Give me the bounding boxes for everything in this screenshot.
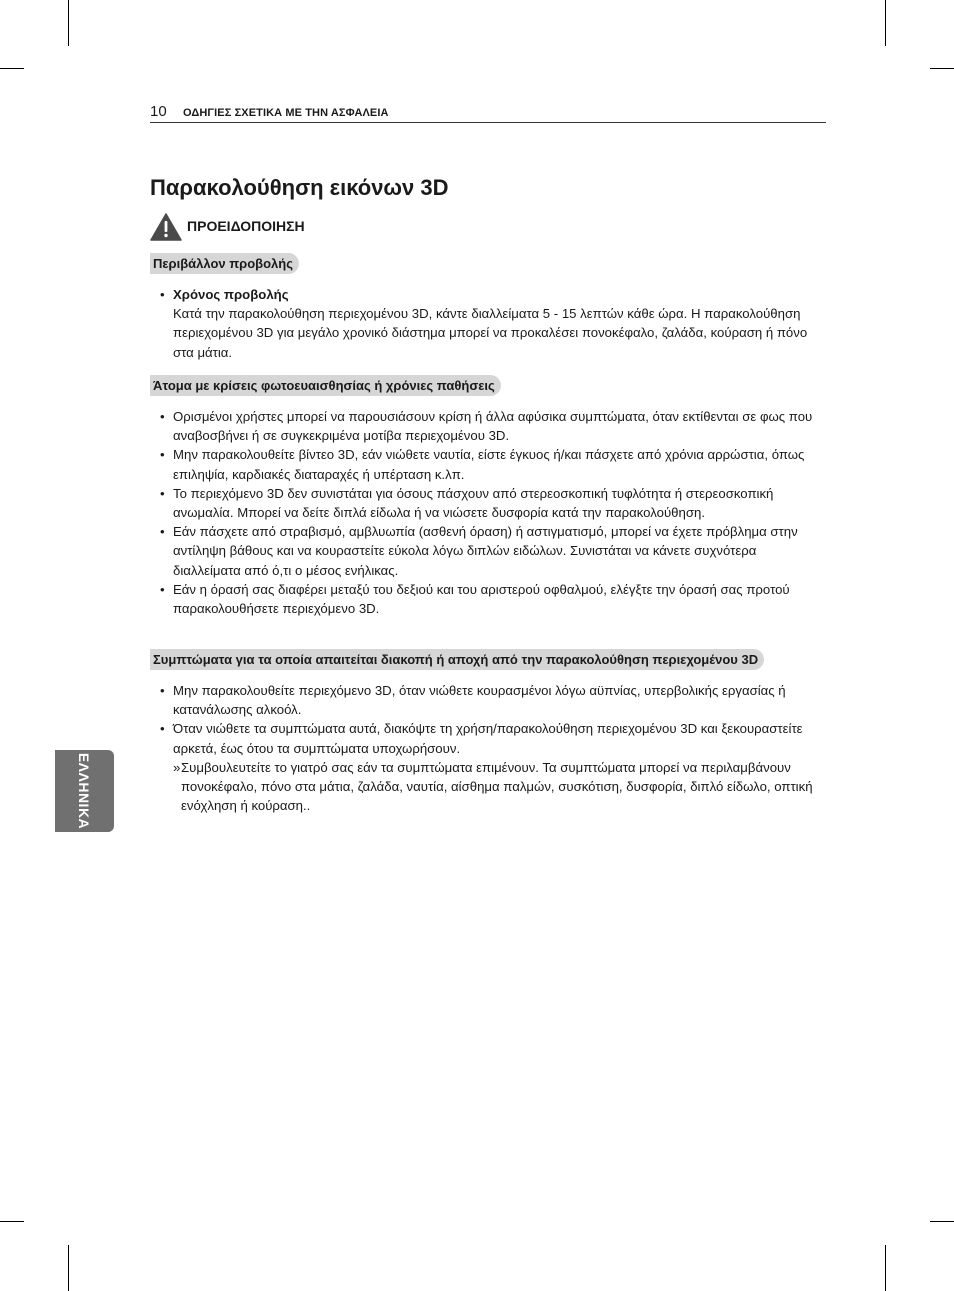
section-heading-viewing-environment: Περιβάλλον προβολής (150, 253, 299, 274)
list-item-text: Εάν πάσχετε από στραβισμό, αμβλυωπία (ασθενή όραση) ή αστιγματισμό, μπορεί να έχετε πρόβλημα στην αντίληψη βάθους και να κουραστείτε εύκολα λόγω διπλών ειδώλων. Συνιστάται να κάνετε συχνότερα διαλλείματα από ό,τι ο μέσος ενήλικας. (173, 524, 798, 578)
section-heading-photosensitivity: Άτομα με κρίσεις φωτοευαισθησίας ή χρόνιες παθήσεις (150, 375, 501, 396)
list-item-text: Εάν η όρασή σας διαφέρει μεταξύ του δεξιού και του αριστερού οφθαλμού, ελέγξτε την όρασή σας προτού παρακολουθήσετε περιεχόμενο 3D. (173, 581, 790, 617)
crop-mark-bottom-right-h (930, 1221, 954, 1222)
list-item (150, 484, 826, 522)
crop-mark-bottom-left-v (68, 1245, 69, 1291)
list-item (150, 445, 826, 483)
list-symptoms (150, 681, 826, 815)
warning-label: ΠΡΟΕΙΔΟΠΟΙΗΣΗ (187, 218, 305, 234)
page-title: Παρακολούθηση εικόνων 3D (150, 175, 449, 200)
language-side-tab-label: ΕΛΛΗΝΙΚΑ (76, 752, 92, 830)
crop-mark-top-right-v (885, 0, 886, 46)
list-item (150, 285, 826, 362)
language-side-tab (55, 750, 114, 832)
list-item (150, 522, 826, 580)
list-item-text: Ορισμένοι χρήστες μπορεί να παρουσιάσουν κρίση ή άλλα αφύσικα συμπτώματα, όταν εκτίθενται σε φως που αναβοσβήνει ή σε συγκεκριμένα μοτίβα περιεχομένου 3D. (173, 409, 813, 444)
list-item-text: Μην παρακολουθείτε βίντεο 3D, εάν νιώθετε ναυτία, είστε έγκυος ή/και πάσχετε από χρόνια αρρώστια, όπως επιληψία, καρδιακές διαταραχές ή υπέρταση κ.λπ. (173, 447, 805, 482)
list-item-text: Το περιεχόμενο 3D δεν συνιστάται για όσους πάσχουν από στερεοσκοπική τυφλότητα ή στερεοσκοπική ανωμαλία. Μπορεί να δείτε διπλά είδωλα ή να νιώσετε δυσφορία κατά την παρακολούθηση. (173, 485, 774, 521)
list-item (150, 407, 826, 445)
list-item-text: Μην παρακολουθείτε περιεχόμενο 3D, όταν νιώθετε κουρασμένοι λόγω αϋπνίας, υπερβολικής εργασίας ή κατανάλωσης αλκοόλ. (173, 683, 786, 718)
crop-mark-top-left-h (0, 68, 24, 69)
list-item (150, 719, 826, 815)
running-title: ΟΔΗΓΙΕΣ ΣΧΕΤΙΚΑ ΜΕ ΤΗΝ ΑΣΦΑΛΕΙΑ (183, 107, 389, 119)
crop-mark-top-right-h (930, 68, 954, 69)
page-number: 10 (150, 103, 167, 120)
sub-note (173, 758, 826, 816)
crop-mark-top-left-v (68, 0, 69, 46)
warning-triangle-icon (150, 213, 182, 241)
page-header (150, 104, 826, 123)
crop-mark-bottom-right-v (885, 1245, 886, 1291)
list-item-title: • Χρόνος προβολής (173, 287, 289, 302)
sub-note-text: Συμβουλευτείτε το γιατρό σας εάν τα συμπτώματα επιμένουν. Τα συμπτώματα μπορεί να περιλαμβάνουν πονοκέφαλο, πόνο στα μάτια, ζαλάδα, ναυτία, αίσθημα παλμών, συσκότιση, δυσφορία, διπλό είδωλο, οπτική ενόχληση ή κούραση.. (181, 759, 813, 814)
crop-mark-bottom-left-h (0, 1221, 24, 1222)
list-item-text: Όταν νιώθετε τα συμπτώματα αυτά, διακόψτε τη χρήση/παρακολούθηση περιεχομένου 3D και ξεκουραστείτε αρκετά, έως ότου τα συμπτώματα υποχωρήσουν. (173, 721, 803, 756)
list-item (150, 580, 826, 618)
section-heading-symptoms: Συμπτώματα για τα οποία απαιτείται διακοπή ή αποχή από την παρακολούθηση περιεχομένου 3D (150, 649, 764, 670)
list-photosensitivity (150, 407, 826, 618)
sub-note-marker: » (173, 759, 181, 775)
list-item (150, 681, 826, 719)
list-item-text: Κατά την παρακολούθηση περιεχομένου 3D, κάντε διαλλείματα 5 - 15 λεπτών κάθε ώρα. Η παρακολούθηση περιεχομένου 3D για μεγάλο χρονικό διάστημα μπορεί να προκαλέσει πονοκέφαλο, ζαλάδα, κούραση ή πόνο στα μάτια. (173, 306, 808, 360)
list-viewing-environment (150, 285, 826, 362)
